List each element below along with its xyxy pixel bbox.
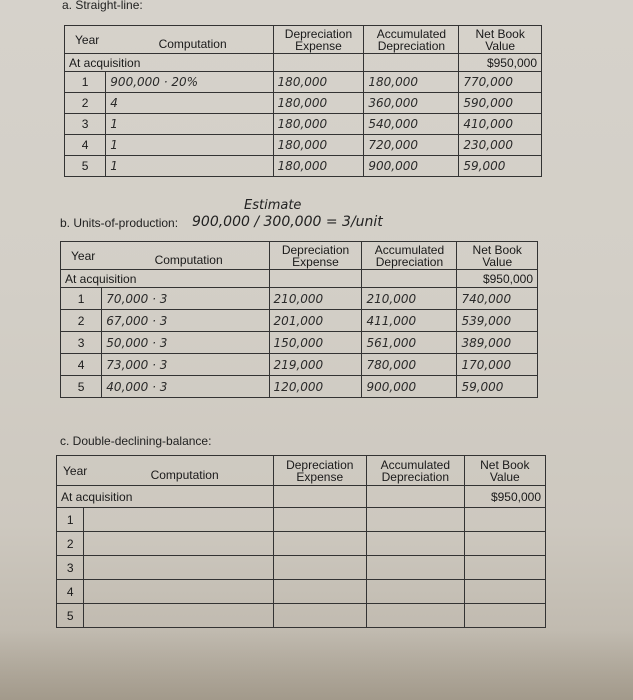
accumulated-cell[interactable]: 180,000 <box>364 72 459 93</box>
accumulated-cell[interactable]: 540,000 <box>364 114 459 135</box>
table-row <box>61 310 538 332</box>
accumulated-cell[interactable]: 411,000 <box>362 310 457 332</box>
net-book-cell[interactable]: 770,000 <box>459 72 542 93</box>
accumulated-cell[interactable]: 210,000 <box>362 288 457 310</box>
accumulated-header: Accumulated Depreciation <box>364 26 459 54</box>
accumulated-cell[interactable]: 900,000 <box>362 376 457 398</box>
section-a-title: a. Straight-line: <box>62 0 143 12</box>
computation-cell[interactable] <box>84 532 273 556</box>
table-row <box>57 580 546 604</box>
depreciation-cell[interactable] <box>273 508 367 532</box>
computation-cell[interactable] <box>84 508 273 532</box>
year-computation-header <box>65 26 274 54</box>
year-header: Year <box>75 32 100 47</box>
depreciation-cell[interactable]: 210,000 <box>269 288 362 310</box>
page-shadow <box>0 630 633 700</box>
computation-header: Computation <box>158 36 227 51</box>
accumulated-cell[interactable] <box>367 508 465 532</box>
net-book-cell[interactable]: 410,000 <box>459 114 542 135</box>
table-row <box>61 354 538 376</box>
computation-header: Computation <box>154 252 223 267</box>
at-acq-acc <box>367 486 465 508</box>
accumulated-cell[interactable] <box>367 556 465 580</box>
table-row <box>57 508 546 532</box>
computation-cell[interactable]: 1 <box>106 135 273 156</box>
depreciation-cell[interactable]: 120,000 <box>269 376 362 398</box>
year-cell[interactable]: 2 <box>61 310 102 332</box>
net-book-cell[interactable]: 230,000 <box>459 135 542 156</box>
net-book-cell[interactable]: 389,000 <box>457 332 538 354</box>
table-row <box>65 93 542 114</box>
computation-cell[interactable] <box>84 556 273 580</box>
computation-header: Computation <box>150 467 219 482</box>
year-header: Year <box>71 248 96 263</box>
accumulated-header: Accumulated Depreciation <box>367 456 465 486</box>
computation-cell[interactable] <box>84 580 273 604</box>
at-acquisition-label: At acquisition <box>57 486 274 508</box>
computation-cell[interactable] <box>84 604 273 628</box>
computation-cell[interactable]: 40,000 · 3 <box>102 376 269 398</box>
accumulated-cell[interactable]: 561,000 <box>362 332 457 354</box>
accumulated-cell[interactable] <box>367 532 465 556</box>
dep-expense-header: Depreciation Expense <box>269 242 362 270</box>
table-row <box>61 332 538 354</box>
year-cell[interactable]: 3 <box>57 556 84 580</box>
table-row <box>57 556 546 580</box>
estimate-note: Estimate <box>244 198 302 213</box>
at-acquisition-value: $950,000 <box>457 270 538 288</box>
accumulated-header: Accumulated Depreciation <box>362 242 457 270</box>
depreciation-cell[interactable]: 201,000 <box>269 310 362 332</box>
year-computation-header <box>61 242 270 270</box>
table-row <box>57 532 546 556</box>
depreciation-cell[interactable]: 150,000 <box>269 332 362 354</box>
depreciation-cell[interactable] <box>273 604 367 628</box>
year-cell[interactable]: 2 <box>65 93 106 114</box>
accumulated-cell[interactable] <box>367 580 465 604</box>
net-book-header: Net Book Value <box>464 456 545 486</box>
net-book-header: Net Book Value <box>459 26 542 54</box>
table-row <box>65 114 542 135</box>
computation-cell[interactable]: 4 <box>106 93 273 114</box>
at-acq-dep <box>273 54 364 72</box>
table-row <box>65 72 542 93</box>
depreciation-cell[interactable]: 219,000 <box>269 354 362 376</box>
computation-cell[interactable]: 67,000 · 3 <box>102 310 269 332</box>
year-cell[interactable]: 1 <box>65 72 106 93</box>
table-row <box>65 135 542 156</box>
depreciation-cell[interactable]: 180,000 <box>273 156 364 177</box>
depreciation-cell[interactable] <box>273 556 367 580</box>
net-book-cell[interactable] <box>464 508 545 532</box>
computation-cell[interactable]: 70,000 · 3 <box>102 288 269 310</box>
section-b-title: b. Units-of-production: <box>60 216 179 230</box>
at-acquisition-label: At acquisition <box>65 54 274 72</box>
units-of-production-table <box>60 241 538 398</box>
dep-expense-header: Depreciation Expense <box>273 456 367 486</box>
net-book-cell[interactable]: 170,000 <box>457 354 538 376</box>
net-book-cell[interactable]: 539,000 <box>457 310 538 332</box>
year-cell[interactable]: 3 <box>65 114 106 135</box>
net-book-cell[interactable] <box>464 556 545 580</box>
net-book-cell[interactable] <box>464 604 545 628</box>
double-declining-table <box>56 455 546 628</box>
net-book-cell[interactable] <box>464 580 545 604</box>
net-book-cell[interactable]: 590,000 <box>459 93 542 114</box>
at-acq-dep <box>273 486 367 508</box>
depreciation-cell[interactable] <box>273 532 367 556</box>
depreciation-cell[interactable]: 180,000 <box>273 114 364 135</box>
straight-line-table <box>64 25 542 177</box>
table-row <box>65 156 542 177</box>
year-cell[interactable]: 3 <box>61 332 102 354</box>
computation-cell[interactable]: 50,000 · 3 <box>102 332 269 354</box>
year-cell[interactable]: 4 <box>61 354 102 376</box>
accumulated-cell[interactable]: 720,000 <box>364 135 459 156</box>
at-acquisition-label: At acquisition <box>61 270 270 288</box>
computation-cell[interactable]: 900,000 · 20% <box>106 72 273 93</box>
depreciation-cell[interactable] <box>273 580 367 604</box>
at-acquisition-value: $950,000 <box>464 486 545 508</box>
table-row <box>57 604 546 628</box>
at-acquisition-value: $950,000 <box>459 54 542 72</box>
year-cell[interactable]: 5 <box>61 376 102 398</box>
accumulated-cell[interactable] <box>367 604 465 628</box>
table-row <box>61 288 538 310</box>
net-book-header: Net Book Value <box>457 242 538 270</box>
accumulated-cell[interactable]: 900,000 <box>364 156 459 177</box>
year-header: Year <box>63 463 88 478</box>
year-cell[interactable]: 5 <box>57 604 84 628</box>
at-acq-dep <box>269 270 362 288</box>
at-acq-acc <box>362 270 457 288</box>
section-c-title: c. Double-declining-balance: <box>60 434 212 448</box>
year-cell[interactable]: 4 <box>65 135 106 156</box>
computation-cell[interactable]: 1 <box>106 114 273 135</box>
depreciation-cell[interactable]: 180,000 <box>273 93 364 114</box>
year-cell[interactable]: 2 <box>57 532 84 556</box>
accumulated-cell[interactable]: 360,000 <box>364 93 459 114</box>
table-row <box>61 376 538 398</box>
year-cell[interactable]: 1 <box>57 508 84 532</box>
year-cell[interactable]: 4 <box>57 580 84 604</box>
net-book-cell[interactable]: 59,000 <box>457 376 538 398</box>
net-book-cell[interactable]: 740,000 <box>457 288 538 310</box>
computation-cell[interactable]: 1 <box>106 156 273 177</box>
year-cell[interactable]: 5 <box>65 156 106 177</box>
computation-cell[interactable]: 73,000 · 3 <box>102 354 269 376</box>
units-rate-note: 900,000 / 300,000 = 3/unit <box>192 214 383 230</box>
year-cell[interactable]: 1 <box>61 288 102 310</box>
net-book-cell[interactable]: 59,000 <box>459 156 542 177</box>
depreciation-cell[interactable]: 180,000 <box>273 72 364 93</box>
net-book-cell[interactable] <box>464 532 545 556</box>
year-computation-header <box>57 456 274 486</box>
dep-expense-header: Depreciation Expense <box>273 26 364 54</box>
depreciation-cell[interactable]: 180,000 <box>273 135 364 156</box>
at-acq-acc <box>364 54 459 72</box>
accumulated-cell[interactable]: 780,000 <box>362 354 457 376</box>
